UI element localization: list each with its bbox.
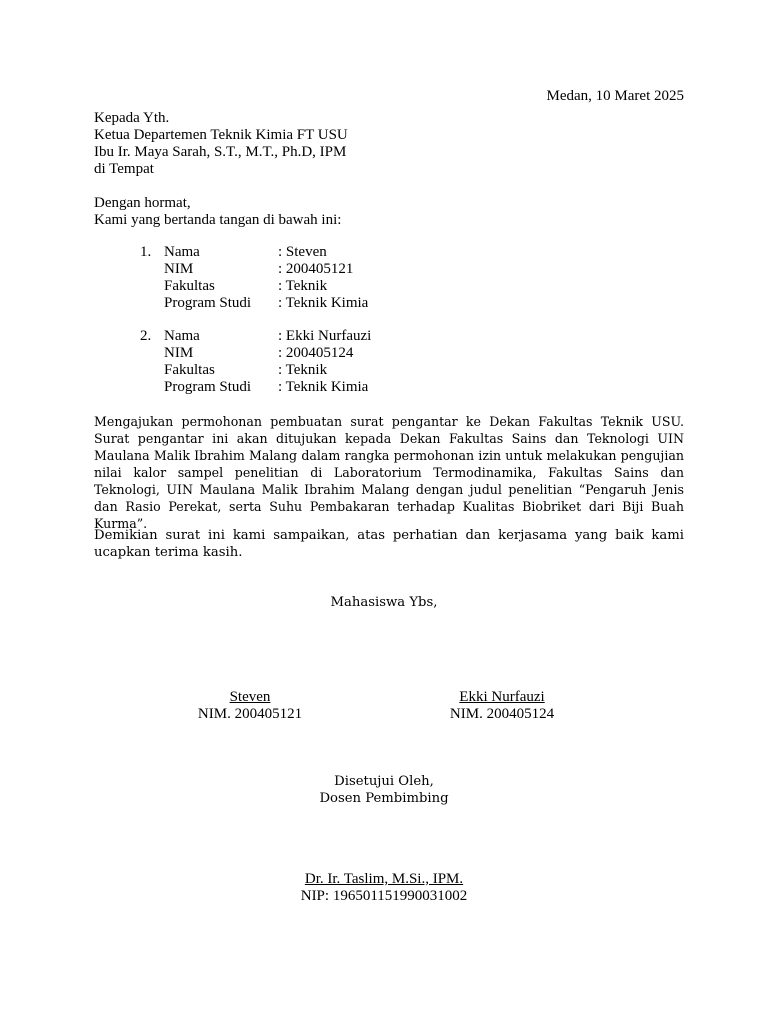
field-label: Nama <box>164 244 200 260</box>
approval-label: Disetujui Oleh, <box>334 774 434 789</box>
field-label: Fakultas <box>164 362 215 378</box>
field-label: Program Studi <box>164 379 252 395</box>
field-label: NIM <box>164 261 194 277</box>
field-value: : Teknik Kimia <box>278 379 369 395</box>
approval-block <box>234 773 534 807</box>
intro-line: Kami yang bertanda tangan di bawah ini: <box>94 212 342 228</box>
signatory-id: NIM. 200405124 <box>449 706 555 722</box>
recipient-name: Ibu Ir. Maya Sarah, S.T., M.T., Ph.D, IPM <box>94 144 347 160</box>
closing-paragraph: Demikian surat ini kami sampaikan, atas perhatian dan kerjasama yang baik kami ucapkan terima kasih. <box>94 528 684 560</box>
field-value: : Steven <box>278 244 327 260</box>
signature-block-1 <box>150 689 350 723</box>
student-entry-2 <box>140 328 371 396</box>
field-label: Fakultas <box>164 278 215 294</box>
list-number: 1. <box>140 244 152 260</box>
signature-block-2 <box>402 689 602 723</box>
request-paragraph: Mengajukan permohonan pembuatan surat pengantar ke Dekan Fakultas Teknik USU. Surat pengantar ini akan ditujukan kepada Dekan Fakultas Sains dan Teknologi UIN Maulana Malik Ibrahim Malang dalam rangka permohonan izin untuk melakukan pengujian nilai kalor sampel penelitian di Laboratorium Termodinamika, Fakultas Sains dan Teknologi, UIN Maulana Malik Ibrahim Malang dengan judul penelitian “Pengaruh Jenis dan Rasio Perekat, serta Suhu Pembakaran terhadap Kualitas Biobriket dari Biji Buah Kurma”. <box>94 414 684 531</box>
approval-role: Dosen Pembimbing <box>319 791 449 806</box>
advisor-signature-block <box>234 871 534 905</box>
greeting-line: Dengan hormat, <box>94 195 191 211</box>
field-label: Program Studi <box>164 295 252 311</box>
field-value: : 200405121 <box>278 261 354 277</box>
recipient-block <box>94 110 684 178</box>
list-number: 2. <box>140 328 152 344</box>
field-value: : Teknik Kimia <box>278 295 369 311</box>
recipient-place: di Tempat <box>94 161 154 177</box>
signatory-name: Steven <box>229 689 271 705</box>
field-value: : 200405124 <box>278 345 354 361</box>
student-entry-1 <box>140 244 368 312</box>
letter-date: Medan, 10 Maret 2025 <box>546 88 684 104</box>
field-value: : Teknik <box>278 278 328 294</box>
signatory-name: Ekki Nurfauzi <box>459 689 545 705</box>
closing-label: Mahasiswa Ybs, <box>330 595 438 610</box>
advisor-name: Dr. Ir. Taslim, M.Si., IPM. <box>304 871 464 887</box>
recipient-salutation: Kepada Yth. <box>94 110 170 126</box>
greeting-block <box>94 195 684 229</box>
recipient-title: Ketua Departemen Teknik Kimia FT USU <box>94 127 348 143</box>
field-label: NIM <box>164 345 194 361</box>
field-value: : Ekki Nurfauzi <box>278 328 372 344</box>
field-label: Nama <box>164 328 200 344</box>
signatory-id: NIM. 200405121 <box>197 706 303 722</box>
advisor-id: NIP: 196501151990031002 <box>300 888 468 904</box>
field-value: : Teknik <box>278 362 328 378</box>
